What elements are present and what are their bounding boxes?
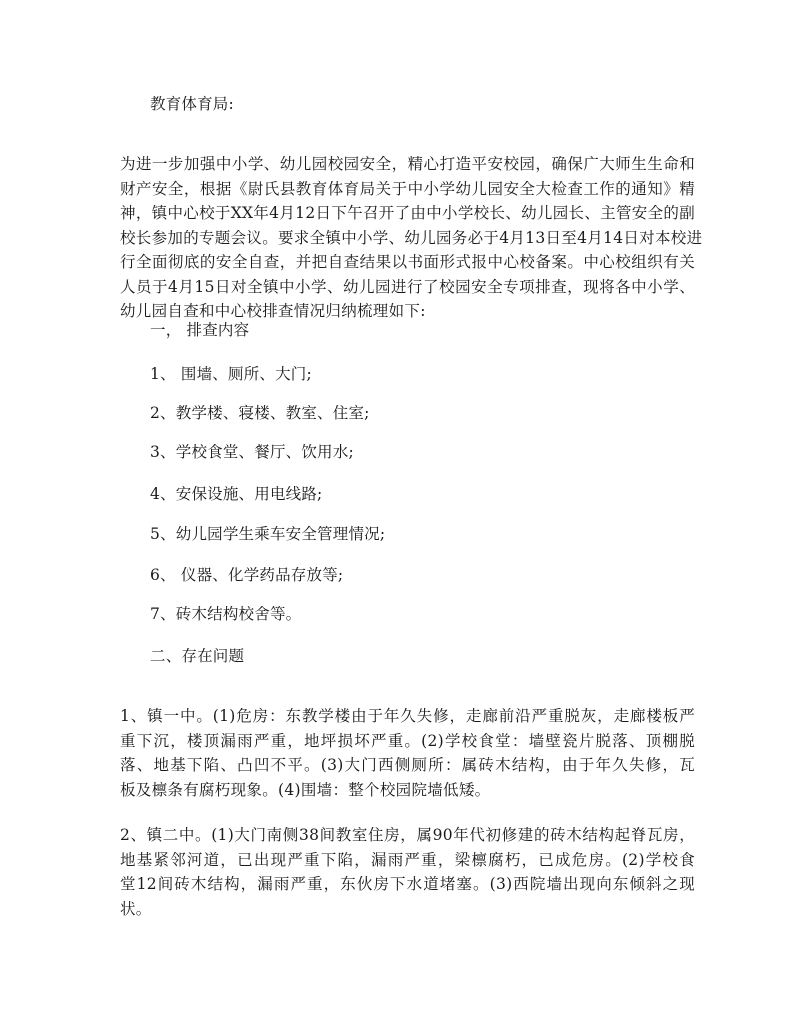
section-heading-2: 二、存在问题	[150, 647, 245, 665]
list-item: 4、安保设施、用电线路;	[150, 485, 323, 503]
problem-line: 落、地基下陷、凸凹不平。(3)大门西侧厕所：属砖木结构，由于年久失修，瓦	[120, 756, 695, 774]
list-item: 5、幼儿园学生乘车安全管理情况;	[150, 525, 386, 543]
problem-line: 地基紧邻河道，已出现严重下陷，漏雨严重，梁檩腐朽，已成危房。(2)学校食	[120, 850, 695, 869]
intro-line: 神，镇中心校于XX年4月12日下午召开了由中小学校长、幼儿园长、主管安全的副	[120, 204, 695, 222]
problem-line: 1、镇一中。(1)危房：东教学楼由于年久失修，走廊前沿严重脱灰，走廊楼板严	[120, 707, 695, 725]
intro-line: 人员于4月15日对全镇中小学、幼儿园进行了校园安全专项排查，现将各中小学、	[120, 277, 695, 296]
problem-line: 板及檩条有腐朽现象。(4)围墙：整个校园院墙低矮。	[120, 780, 491, 799]
problem-line: 重下沉，楼顶漏雨严重，地坪损坏严重。(2)学校食堂：墙壁瓷片脱落、顶棚脱	[120, 731, 695, 750]
intro-paragraph	[120, 152, 703, 324]
intro-line: 幼儿园自查和中心校排查情况归纳梳理如下:	[120, 302, 426, 320]
list-item: 2、教学楼、寝楼、教室、住室;	[150, 404, 370, 422]
problem-paragraph-2	[120, 823, 695, 921]
problem-paragraph-1	[120, 704, 695, 802]
intro-line: 为进一步加强中小学、幼儿园校园安全，精心打造平安校园，确保广大师生生命和	[120, 155, 695, 173]
problem-line: 堂12间砖木结构，漏雨严重，东伙房下水道堵塞。(3)西院墙出现向东倾斜之现	[120, 875, 695, 893]
problem-line: 状。	[120, 899, 152, 918]
list-item: 1、 围墙、厕所、大门;	[150, 365, 312, 383]
list-item: 7、砖木结构校舍等。	[150, 605, 302, 623]
list-item: 6、 仪器、化学药品存放等;	[150, 566, 344, 584]
intro-line: 财产安全，根据《尉氏县教育体育局关于中小学幼儿园安全大检查工作的通知》精	[120, 179, 695, 198]
problem-line: 2、镇二中。(1)大门南侧38间教室住房，属90年代初修建的砖木结构起脊瓦房，	[120, 826, 695, 844]
intro-line: 校长参加的专题会议。要求全镇中小学、幼儿园务必于4月13日至4月14日对本校进	[120, 228, 703, 247]
section-heading-1: 一， 排查内容	[150, 321, 250, 339]
list-item: 3、学校食堂、餐厅、饮用水;	[150, 443, 354, 461]
salutation: 教育体育局:	[150, 95, 234, 113]
intro-line: 行全面彻底的安全自查，并把自查结果以书面形式报中心校备案。中心校组织有关	[120, 253, 695, 271]
